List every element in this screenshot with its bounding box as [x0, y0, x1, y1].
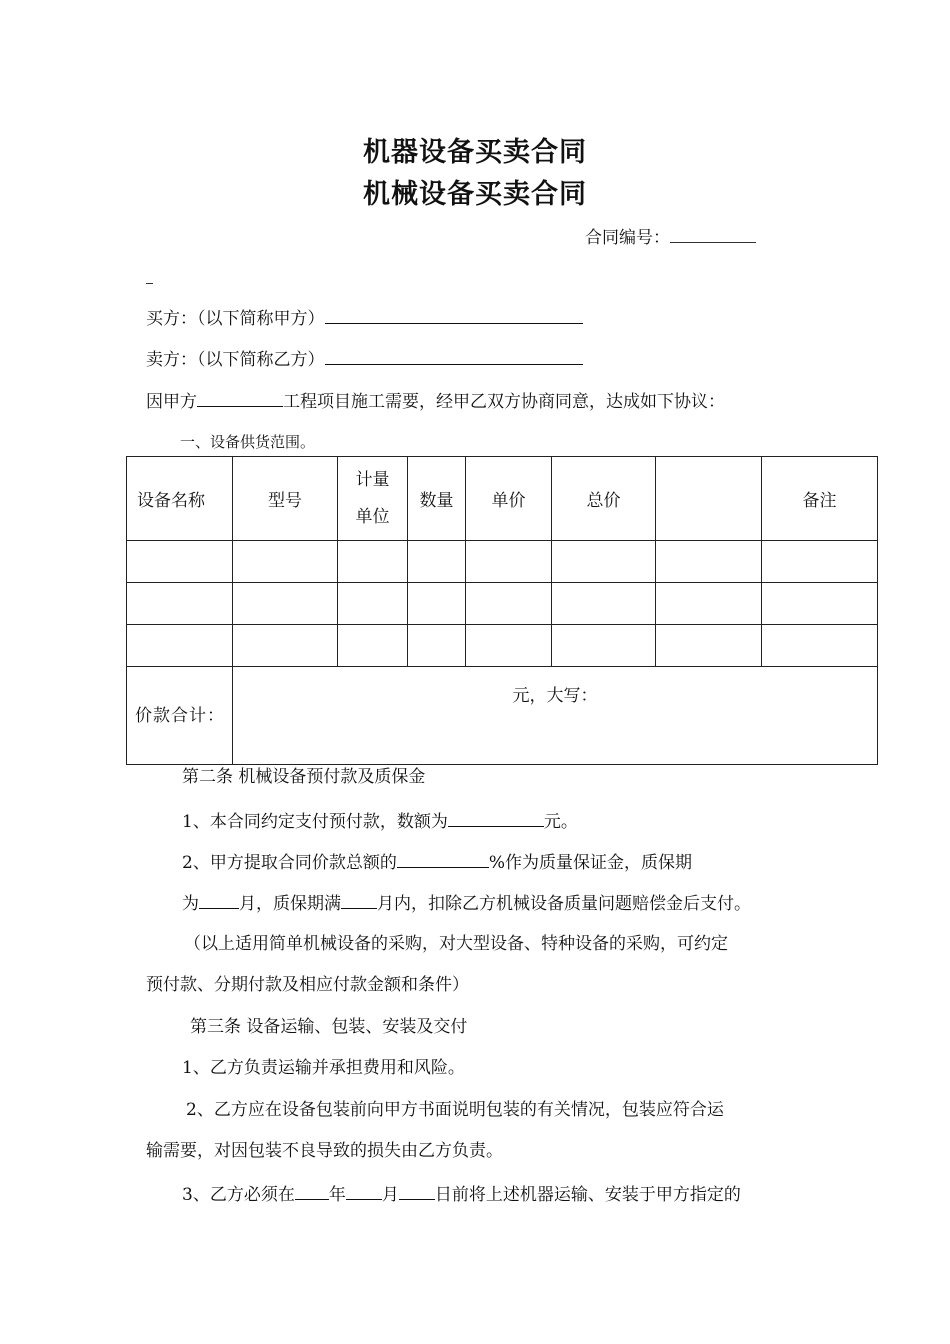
table-cell[interactable]: [127, 583, 233, 625]
section1-title: 一、设备供货范围。: [180, 433, 316, 451]
total-label: 价款合计：: [135, 705, 224, 726]
document-title: 机器设备买卖合同: [363, 137, 587, 168]
buyer-line: [146, 305, 583, 331]
table-cell[interactable]: [408, 583, 466, 625]
item3-month: 月: [381, 1185, 399, 1205]
section3-item1: 1、乙方负责运输并承担费用和风险。: [182, 1058, 465, 1078]
section2-title: 第二条 机械设备预付款及质保金: [182, 767, 426, 787]
seller-blank[interactable]: [325, 346, 583, 365]
item2b-mid: 月，质保期满: [239, 894, 341, 914]
table-cell[interactable]: [762, 583, 878, 625]
delivery-day-blank[interactable]: [399, 1181, 435, 1200]
table-row: [127, 541, 878, 583]
table-row: [127, 583, 878, 625]
intro-prefix: 因甲方: [146, 392, 197, 412]
item2b-suffix: 月内，扣除乙方机械设备质量问题赔偿金后支付。: [377, 894, 751, 914]
table-cell[interactable]: [466, 541, 552, 583]
table-header-row: [127, 457, 878, 541]
buyer-blank[interactable]: [325, 305, 583, 324]
supply-table: [126, 456, 878, 765]
buyer-label: 买方：（以下简称甲方）: [146, 309, 325, 329]
project-name-blank[interactable]: [197, 388, 283, 407]
header-blank: [656, 457, 762, 541]
section3-item3: [182, 1181, 741, 1207]
table-cell[interactable]: [338, 541, 408, 583]
table-cell[interactable]: [408, 625, 466, 667]
table-cell[interactable]: [762, 625, 878, 667]
table-cell[interactable]: [656, 583, 762, 625]
table-cell[interactable]: [127, 541, 233, 583]
section2-item2-continued: [182, 890, 751, 916]
total-value-cell[interactable]: [233, 667, 878, 765]
section2-item1: [182, 808, 578, 834]
stray-dash: [146, 283, 153, 284]
table-cell[interactable]: [466, 583, 552, 625]
item3-year: 年: [328, 1185, 346, 1205]
delivery-month-blank[interactable]: [346, 1181, 382, 1200]
table-cell[interactable]: [408, 541, 466, 583]
seller-label: 卖方：（以下简称乙方）: [146, 350, 325, 370]
item3-prefix: 3、乙方必须在: [182, 1185, 295, 1205]
item1-suffix: 元。: [543, 812, 578, 832]
table-cell[interactable]: [466, 625, 552, 667]
header-quantity: 数量: [408, 457, 466, 541]
table-cell[interactable]: [552, 583, 656, 625]
section3-item2-line2: 输需要，对因包装不良导致的损失由乙方负责。: [146, 1141, 503, 1161]
table-cell[interactable]: [762, 541, 878, 583]
table-total-row: [127, 667, 878, 765]
item2-suffix: %作为质量保证金，质保期: [488, 853, 692, 873]
total-value-text: 元，大写：: [512, 686, 598, 706]
section3-item2-line1: 2、乙方应在设备包装前向甲方书面说明包装的有关情况，包装应符合运: [186, 1100, 724, 1120]
table-cell[interactable]: [338, 625, 408, 667]
item3-suffix: 日前将上述机器运输、安装于甲方指定的: [434, 1185, 741, 1205]
header-remarks: 备注: [762, 457, 878, 541]
header-model: 型号: [233, 457, 338, 541]
section3-title: 第三条 设备运输、包装、安装及交付: [190, 1017, 468, 1037]
header-unit: [338, 457, 408, 541]
contract-number-label: 合同编号：: [585, 228, 670, 248]
table-cell[interactable]: [233, 625, 338, 667]
table-cell[interactable]: [338, 583, 408, 625]
header-equipment-name: 设备名称: [127, 457, 233, 541]
table-cell[interactable]: [552, 625, 656, 667]
contract-number-line: [585, 224, 756, 250]
item1-prefix: 1、本合同约定支付预付款，数额为: [182, 812, 448, 832]
retention-percent-blank[interactable]: [397, 849, 489, 868]
table-cell[interactable]: [233, 583, 338, 625]
section2-item2: [182, 849, 692, 875]
section2-note-line2: 预付款、分期付款及相应付款金额和条件）: [146, 975, 469, 995]
intro-line: [146, 388, 725, 414]
warranty-months-blank[interactable]: [199, 890, 239, 909]
table-cell[interactable]: [656, 541, 762, 583]
header-unit-line2: 单位: [355, 506, 390, 527]
prepayment-amount-blank[interactable]: [448, 808, 544, 827]
table-cell[interactable]: [656, 625, 762, 667]
table-row: [127, 625, 878, 667]
intro-suffix: 工程项目施工需要，经甲乙双方协商同意，达成如下协议：: [283, 392, 725, 412]
total-label-cell: [127, 667, 233, 765]
header-unit-line1: 计量: [355, 469, 390, 490]
table-cell[interactable]: [552, 541, 656, 583]
header-unit-price: 单价: [466, 457, 552, 541]
contract-number-blank[interactable]: [670, 224, 756, 243]
header-total-price: 总价: [552, 457, 656, 541]
seller-line: [146, 346, 583, 372]
delivery-year-blank[interactable]: [295, 1181, 329, 1200]
document-subtitle: 机械设备买卖合同: [363, 179, 587, 210]
table-cell[interactable]: [127, 625, 233, 667]
section2-note-line1: （以上适用简单机械设备的采购，对大型设备、特种设备的采购，可约定: [184, 934, 728, 954]
payment-months-blank[interactable]: [341, 890, 377, 909]
item2-prefix: 2、甲方提取合同价款总额的: [182, 853, 397, 873]
item2b-prefix: 为: [182, 894, 199, 914]
table-cell[interactable]: [233, 541, 338, 583]
